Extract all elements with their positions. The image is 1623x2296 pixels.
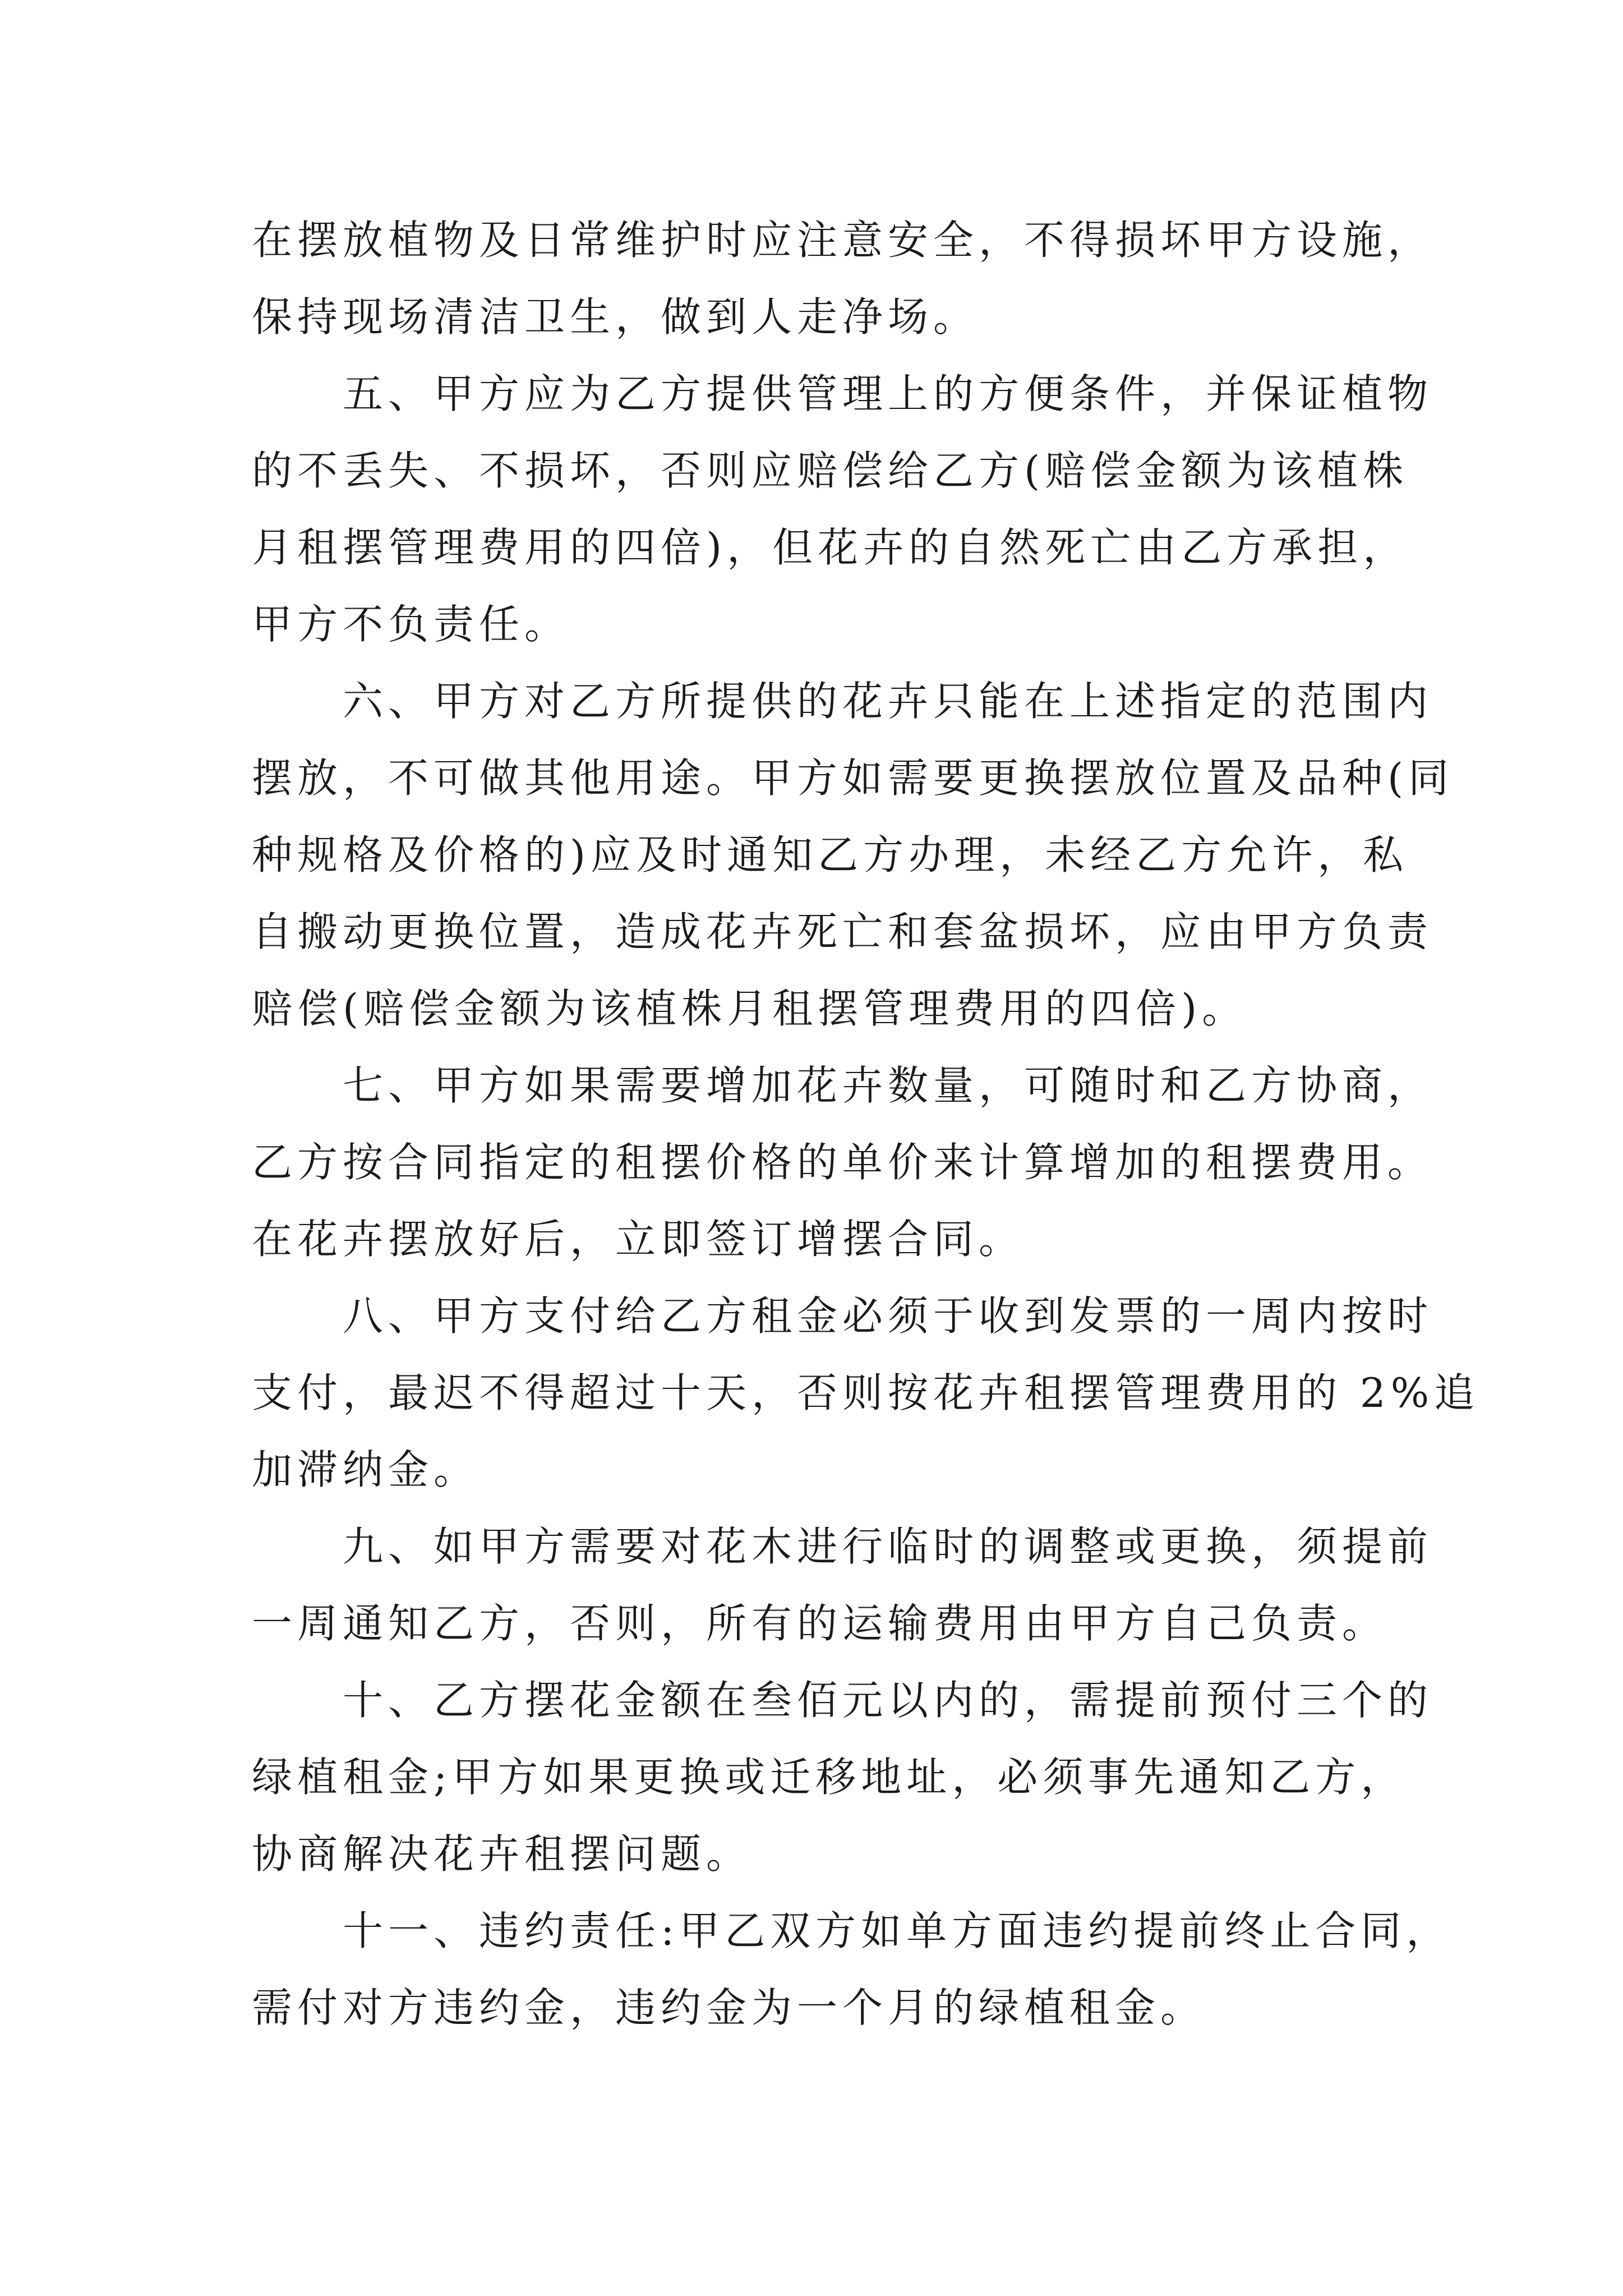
paragraph-clause-5 <box>252 356 1433 663</box>
text-line: 保持现场清洁卫生，做到人走净场。 <box>252 293 979 341</box>
text-line: 在摆放植物及日常维护时应注意安全，不得损坏甲方设施， <box>252 217 1433 264</box>
text-line: 协商解决花卉租摆问题。 <box>252 1830 752 1878</box>
text-line: 月租摆管理费用的四倍)，但花卉的自然死亡由乙方承担， <box>252 524 1409 571</box>
text-line: 甲方不负责任。 <box>252 601 570 648</box>
paragraph-clause-6 <box>252 663 1454 1047</box>
text-line: 赔偿(赔偿金额为该植株月租摆管理费用的四倍)。 <box>252 985 1248 1032</box>
text-line: 支付，最迟不得超过十天，否则按花卉租摆管理费用的 2%追 <box>252 1369 1480 1416</box>
text-line: 绿植租金;甲方如果更换或迁移地址，必须事先通知乙方， <box>252 1754 1407 1801</box>
paragraph-clause-11 <box>252 1893 1452 2046</box>
text-line: 十一、违约责任:甲乙双方如单方面违约提前终止合同， <box>343 1907 1452 1954</box>
text-line: 九、如甲方需要对花木进行临时的调整或更换，须提前 <box>343 1523 1433 1570</box>
text-line: 十、乙方摆花金额在叁佰元以内的，需提前预付三个的 <box>343 1677 1433 1724</box>
text-line: 七、甲方如果需要增加花卉数量，可随时和乙方协商， <box>343 1062 1433 1109</box>
text-line: 六、甲方对乙方所提供的花卉只能在上述指定的范围内 <box>343 678 1433 725</box>
text-line: 自搬动更换位置，造成花卉死亡和套盆损坏，应由甲方负责 <box>252 908 1433 955</box>
contract-body <box>252 202 1480 2046</box>
text-line: 摆放，不可做其他用途。甲方如需要更换摆放位置及品种(同 <box>252 754 1454 802</box>
text-line: 五、甲方应为乙方提供管理上的方便条件，并保证植物 <box>343 370 1433 417</box>
text-line: 需付对方违约金，违约金为一个月的绿植租金。 <box>252 1984 1206 2031</box>
text-line: 加滞纳金。 <box>252 1446 479 1493</box>
paragraph-clause-9 <box>252 1508 1433 1662</box>
paragraph-clause-8 <box>252 1278 1480 1508</box>
text-line: 八、甲方支付给乙方租金必须于收到发票的一周内按时 <box>343 1292 1433 1340</box>
paragraph-clause-7 <box>252 1047 1433 1278</box>
text-line: 乙方按合同指定的租摆价格的单价来计算增加的租摆费用。 <box>252 1139 1433 1186</box>
text-line: 在花卉摆放好后，立即签订增摆合同。 <box>252 1216 1025 1263</box>
text-line: 种规格及价格的)应及时通知乙方办理，未经乙方允许，私 <box>252 831 1409 878</box>
paragraph-safety-continued <box>252 202 1433 356</box>
text-line: 的不丢失、不损坏，否则应赔偿给乙方(赔偿金额为该植株 <box>252 447 1409 494</box>
text-line: 一周通知乙方，否则，所有的运输费用由甲方自己负责。 <box>252 1600 1388 1647</box>
paragraph-clause-10 <box>252 1662 1433 1893</box>
